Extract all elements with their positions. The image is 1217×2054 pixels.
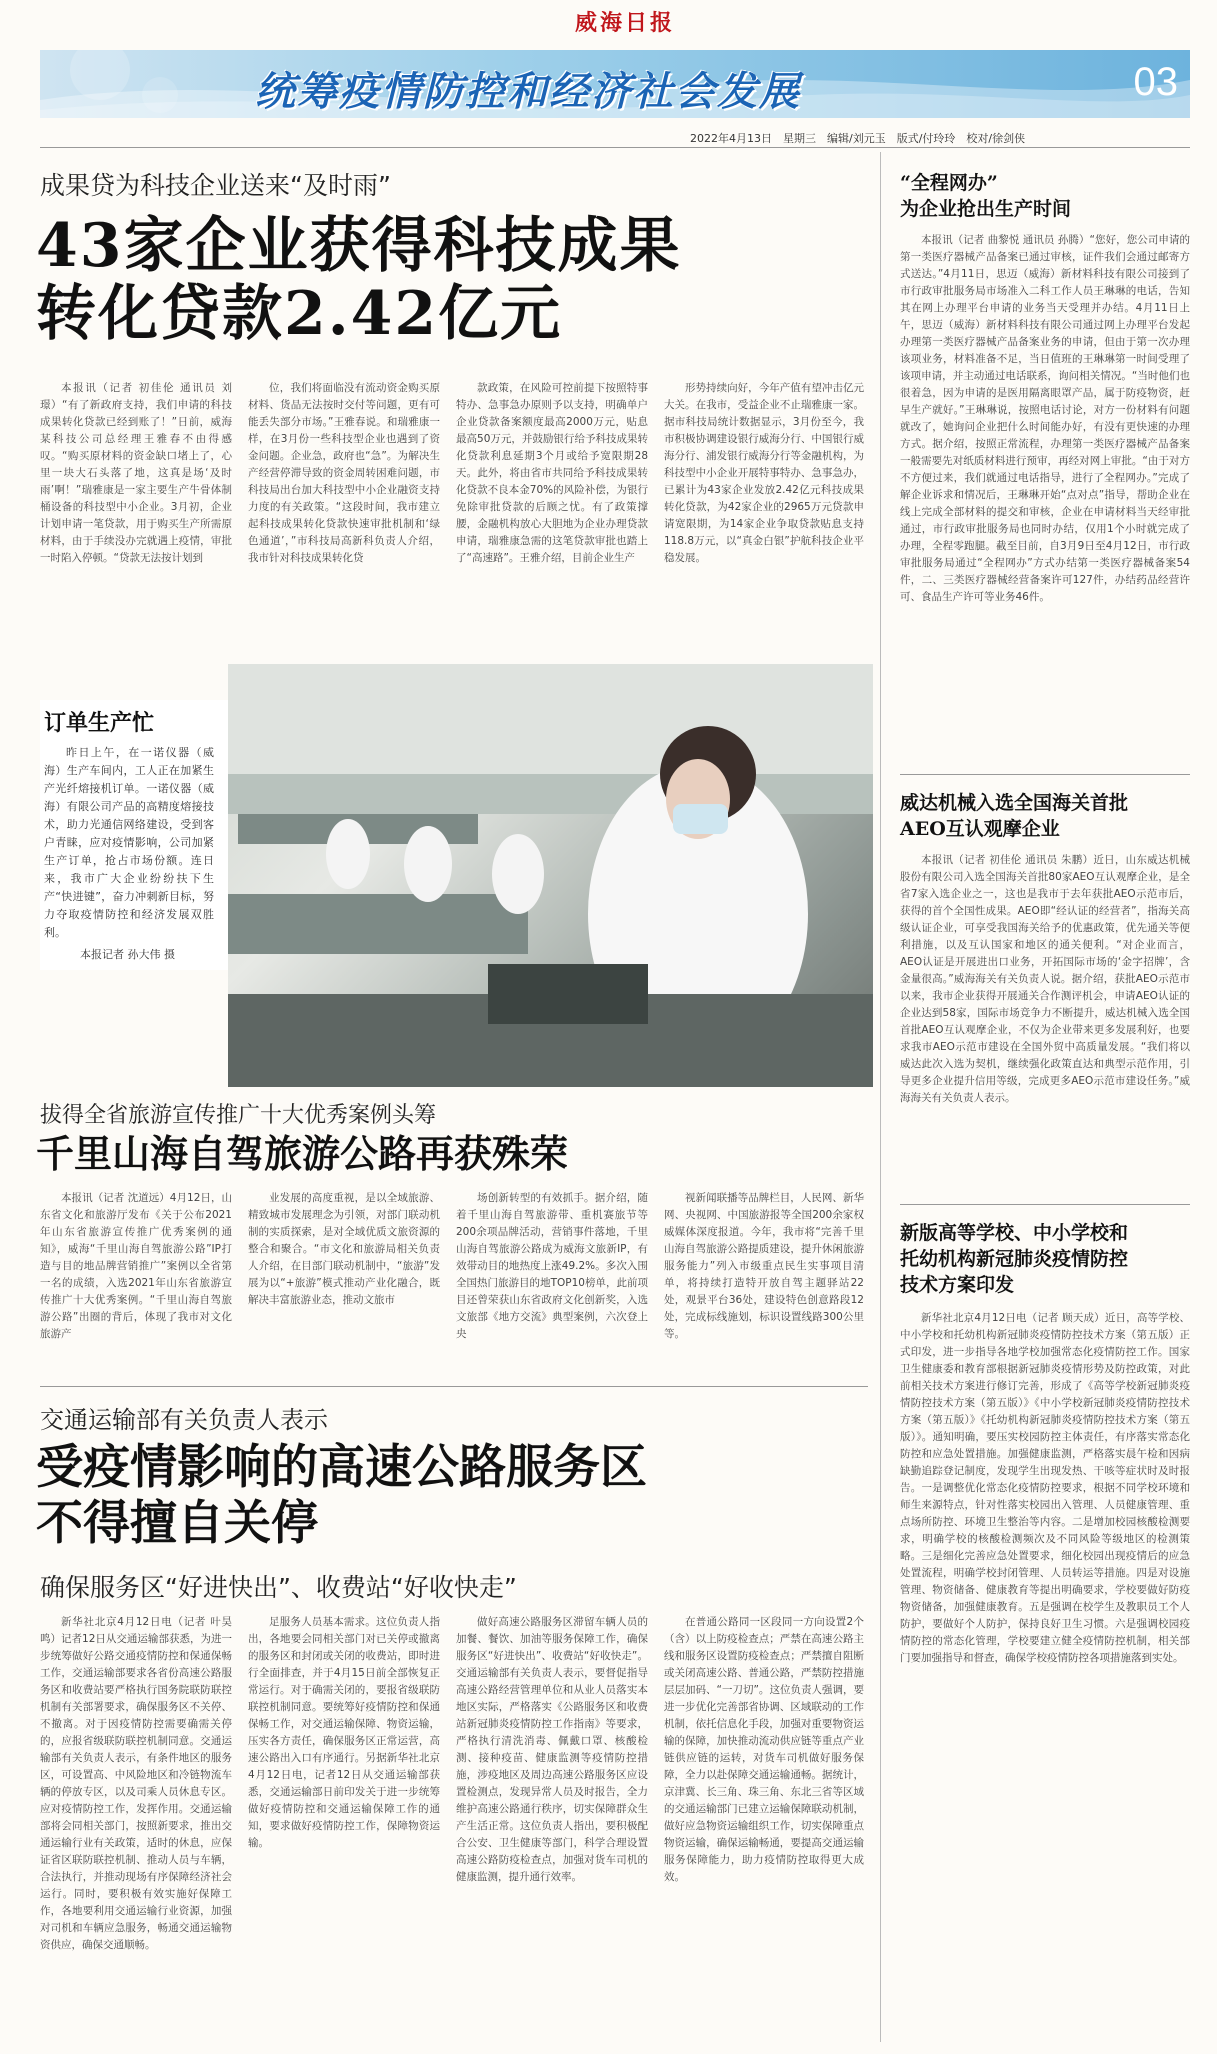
article1-column: [664, 380, 864, 662]
factory-photo-illustration: [228, 664, 873, 1087]
sidebar1-text: 本报讯（记者 曲黎悦 通讯员 孙腾）“您好，您公司申请的第一类医疗器械产品备案已通过审核，证件我们会通过邮寄方式送达。”4月11日，思迈（威海）新材料科技有限公司接到了市行政审批服务局市场准入二科工作人员王琳琳的电话，告知其在网上办理平台申请的业务当天受理并办结。4月11日上午，思迈（威海）新材料科技有限公司通过网上办理平台发起办理第一类医疗器械产品备案业务的申请，但由于第一次办理该项业务，材料准备不足，当日值班的王琳琳第一时间受理了该项申请，并主动通过电话联系，询问相关情况。“当时他们也很着急，因为申请的是医用隔离眼罩产品，属于防疫物资，赶早生产就好。”王琳琳说，按照电话讨论，对方一份材料有问题就改了，她询问企业把什么时间能办好，有没有更快速的办理方式。据介绍，按照正常流程，办理第一类医疗器械产品备案一般需要先对纸质材料进行预审，再经对网上审批。“由于对方不方便过来，我们就通过电话指导，进行了全程网办。”完成了解企业诉求和情况后，王琳琳开始“点对点”指导，帮助企业在线上完成全部材料的提交和审核，企业在申请材料当天经审批通过，市行政审批服务局也同时办结，仅用1个小时就完成了办理，全程零跑腿。截至目前，自3月9日至4月12日，市行政审批服务局通过“全程网办”方式办结第一类医疗器械备案54件，二、三类医疗器械经营备案许可127件，办结药品经营许可、食品生产许可等业务46件。: [900, 234, 1190, 603]
article2-col3: 场创新转型的有效抓手。据介绍，随着千里山海自驾旅游带、重机赛旅节等200余项品牌活动，营销事件落地，千里山海自驾旅游公路成为威海文旅新IP，有效带动目的地热度上涨49.2%。多次入围全国热门旅游目的地TOP10榜单，此前项目还曾荣获山东省政府文化创新奖，入选文旅部《地方交流》典型案例，六次登上央: [456, 1192, 648, 1340]
article1-col1: 本报讯（记者 初佳伦 通讯员 刘璟）“有了新政府支持，我们申请的科技成果转化贷款已经到账了！”日前，威海某科技公司总经理王雅春不由得感叹。“购买原材料的资金缺口堵上了，心里一块大石头落了地，这真是场‘及时雨’啊！”瑞雅康是一家主要生产牛骨体制桶设备的科技型中小企业。3月初，企业计划申请一笔贷款，用于购买生产所需原材料，由于手续没办完就遇上疫情，审批一时陷入停顿。“贷款无法按计划到: [40, 382, 232, 564]
article2-kicker: 拔得全省旅游宣传推广十大优秀案例头筹: [40, 1103, 437, 1128]
article1-col3: 款政策，在风险可控前提下按照特事特办、急事急办原则予以支持，明确单户企业贷款备案额度最高2000万元，贴息最高50万元，并鼓励银行给予科技成果转化贷款利息延期3个月或给予宽限期28天。此外，将由省市共同给予科技成果转化贷款不良本金70%的风险补偿，为银行免除审批贷款的后顾之忧。有了政策撑腰，金融机构放心大胆地为企业办理贷款申请，瑞雅康急需的这笔贷款审批也踏上了“高速路”。王雅介绍，目前企业生产: [456, 382, 648, 564]
photo-credit: 本报记者 孙大伟 摄: [80, 948, 175, 961]
article2-col2: 业发展的高度重视，是以全域旅游、精致城市发展理念为引领，对部门联动机制的实质探索，是对全域优质文旅资源的整合和聚合。“市文化和旅游局相关负责人介绍，在目部门联动机制中，“旅游”发展为以“+旅游”模式推动产业化融合，既解决丰富旅游业态，推动文旅市: [248, 1192, 440, 1306]
section-banner: [40, 50, 1190, 118]
sidebar3-text: 新华社北京4月12日电（记者 顾天成）近日，高等学校、中小学校和托幼机构新冠肺炎疫情防控技术方案（第五版）正式印发，进一步指导各地学校加强常态化疫情防控工作。国家卫生健康委和教育部根据新冠肺炎疫情形势及防控政策，对此前相关技术方案进行修订完善，形成了《高等学校新冠肺炎疫情防控技术方案（第五版）》《中小学校新冠肺炎疫情防控技术方案（第五版）》《托幼机构新冠肺炎疫情防控技术方案（第五版）》。通知明确，要压实校园防控主体责任，有序落实常态化防控和应急处置措施。加强健康监测，严格落实晨午检和因病缺勤追踪登记制度，发现学生出现发热、干咳等症状时及时报告。一是调整优化常态化疫情防控要求，根据不同学校环境和师生来源特点，针对性落实校园出入管理、人员健康管理、重点场所防控、环境卫生整治等内容。二是增加校园核酸检测要求，明确学校的核酸检测频次及不同风险等级地区的检测策略。三是细化完善应急处置要求，细化校园出现疫情后的应急处置流程，明确学校封闭管理、人员转运等措施。四是对设施管理、物资储备、健康教育等提出明确要求，学校要做好防疫物资储备，加强健康教育。五是强调在校学生及教职员工个人防护，要做好个人防护，保持良好卫生习惯。六是强调校园疫情防控的常态化管理，学校要建立健全疫情防控机制，相关部门要加强指导和督查，确保学校疫情防控各项措施落到实处。: [900, 1312, 1190, 1664]
sidebar-article: [900, 1310, 1190, 2044]
article2-column: [40, 1190, 232, 1370]
article2-headline: 千里山海自驾旅游公路再获殊荣: [36, 1131, 569, 1176]
article3-column: [664, 1614, 864, 2044]
article3-col2: 足服务人员基本需求。这位负责人指出，各地要会同相关部门对已关停或撤离的服务区和封闭或关闭的收费站，即时进行全面排查，并于4月15日前全部恢复正常运行。对于确需关闭的，要报省级联防联控机制同意。要统筹好疫情防控和保通保畅工作，对交通运输保障、物资运输，压实各方责任，确保服务区正常运营，高速公路出入口有序通行。另据新华社北京4月12日电，记者12日从交通运输部获悉，交通运输部日前印发关于进一步统筹做好疫情防控和交通运输保障工作的通知，要求做好疫情防控工作，保障物资运输。: [248, 1616, 440, 1849]
article1-column: [456, 380, 648, 662]
article-divider: [40, 1386, 868, 1387]
article2-column: [456, 1190, 648, 1370]
article3-column: [248, 1614, 440, 2044]
sidebar1-title-line1: “全程网办”: [900, 172, 998, 194]
article3-col4: 在普通公路同一区段同一方向设置2个（含）以上防疫检查点；严禁在高速公路主线和服务区设置防疫检查点；严禁擅自阻断或关闭高速公路、普通公路，严禁防控措施层层加码、“一刀切”。这位负责人强调，要进一步优化完善部省协调、区域联动的工作机制，依托信息化手段，加强对重要物资运输的保障，加快推动流动供应链等重点产业链供应链的运转，对货车司机做好服务保障，全力以赴保障交通运输通畅。据统计，京津冀、长三角、珠三角、东北三省等区域的交通运输部门已建立运输保障联动机制，做好应急物资运输组织工作，切实保障重点物资运输，确保运输畅通，要提高交通运输服务保障能力，助力疫情防控取得更大成效。: [664, 1616, 864, 1883]
article1-headline-line1: 43家企业获得科技成果: [36, 211, 682, 281]
article3-col1: 新华社北京4月12日电（记者 叶昊鸣）记者12日从交通运输部获悉，为进一步统筹做好公路交通疫情防控和保通保畅工作，交通运输部要求各省份高速公路服务区和收费站要严格执行国务院联防联控机制有关部署要求，确保服务区不关停、不撤离。对于因疫情防控需要确需关停的，应报省级联防联控机制同意。交通运输部有关负责人表示，有条件地区的服务区，可设置高、中风险地区和冷链物流车辆的停放专区，以及司乘人员休息专区。应对疫情防控工作，发挥作用。交通运输部将会同相关部门，按照新要求，推出交通运输行业有关政策，适时的休息，应保证省区联防联控机制、推动人员与车辆，合法执行，并推动现场有序保障经济社会运行。同时，要积极有效实施好保障工作，各地要利用交通运输行业资源，加强对司机和车辆应急服务，畅通交通运输物资供应，确保交通顺畅。: [40, 1616, 232, 1951]
section-title: 统筹疫情防控和经济社会发展: [255, 69, 801, 115]
factory-photo: [228, 664, 873, 1087]
article3-column: [456, 1614, 648, 2044]
article1-headline-line2: 转化贷款2.42亿元: [36, 279, 563, 349]
article1-column: [40, 380, 232, 662]
sidebar3-title-line2: 托幼机构新冠肺炎疫情防控: [900, 1248, 1129, 1270]
page-number: 03: [1133, 60, 1178, 104]
sidebar1-title-line2: 为企业抢出生产时间: [900, 198, 1072, 220]
article3-subhead: 确保服务区“好进快出”、收费站“好收快走”: [40, 1573, 517, 1602]
sidebar-article: [900, 852, 1190, 1192]
article3-column: [40, 1614, 232, 2044]
article1-kicker: 成果贷为科技企业送来“及时雨”: [40, 171, 391, 200]
sidebar2-title-line2: AEO互认观摩企业: [900, 818, 1060, 840]
header-divider: [40, 147, 1190, 148]
article2-col4: 视新闻联播等品牌栏目，人民网、新华网、央视网、中国旅游报等全国200余家权威媒体深度报道。今年，我市将“完善千里山海自驾旅游公路提质建设，提升休闲旅游服务能力”列入市级重点民生实事项目清单，将持续打造特开放自驾主题驿站22处，观景平台36处，建设特色创意路段12处，完成标线施划，标识设置线路300公里等。: [664, 1192, 864, 1340]
article1-col4: 形势持续向好，今年产值有望冲击亿元大关。在我市，受益企业不止瑞雅康一家。据市科技局统计数据显示，3月份至今，我市积极协调建设银行威海分行、中国银行威海分行、浦发银行威海分行等金融机构，为科技型中小企业开展特事特办、急事急办，已累计为43家企业发放2.42亿元科技成果转化贷款，为42家企业的2965万元贷款申请宽限期，为14家企业争取贷款贴息支持118.8万元，以“真金白银”护航科技企业平稳发展。: [664, 382, 864, 564]
article3-col3: 做好高速公路服务区滞留车辆人员的加餐、餐饮、加油等服务保障工作，确保服务区“好进快出”、收费站“好收快走”。交通运输部有关负责人表示，要督促指导高速公路经营管理单位和从业人员落实本地区实际，严格落实《公路服务区和收费站新冠肺炎疫情防控工作指南》等要求，严格执行清洗消毒、佩戴口罩、核酸检测、接种疫苗、健康监测等疫情防控措施，涉疫地区及周边高速公路服务区应设置检测点，发现异常人员及时报告，全力维护高速公路通行秩序，切实保障群众生产生活正常。这位负责人指出，要积极配合公安、卫生健康等部门，科学合理设置高速公路防疫检查点，加强对货车司机的健康监测，提升通行效率。: [456, 1616, 648, 1883]
article1-col2: 位，我们将面临没有流动资金购买原材料、货品无法按时交付等问题，更有可能丢失部分市场。”王雅春说。和瑞雅康一样，在3月份一些科技型企业也遇到了资金问题。企业急，政府也“急”。为解决生产经营停滞导致的资金周转困难问题，市科技局出台加大科技型中小企业融资支持力度的有关政策。“这段时间，我市建立起科技成果转化贷款快速审批机制和‘绿色通道’，”市科技局高新科负责人介绍，我市针对科技成果转化贷: [248, 382, 440, 564]
article1-column: [248, 380, 440, 662]
sidebar2-title-line1: 威达机械入选全国海关首批: [900, 792, 1129, 814]
photo-caption-text: 昨日上午，在一诺仪器（威海）生产车间内，工人正在加紧生产光纤熔接机订单。一诺仪器（威海）有限公司产品的高精度熔接技术，助力光通信网络建设，受到客户青睐，应对疫情影响，公司加紧生产订单，抢占市场份额。连日来，我市广大企业纷纷扶下生产“快进键”，奋力冲刺新目标，努力夺取疫情防控和经济发展双胜利。: [44, 746, 214, 939]
article3-headline-line2: 不得擅自关停: [36, 1496, 318, 1551]
article3-kicker: 交通运输部有关负责人表示: [40, 1406, 328, 1434]
article2-column: [664, 1190, 864, 1370]
sidebar-divider: [900, 774, 1190, 775]
dateline: 2022年4月13日 星期三 编辑/刘元玉 版式/付玲玲 校对/徐剑侠: [690, 132, 1026, 145]
sidebar-divider: [900, 1204, 1190, 1205]
sidebar3-title-line1: 新版高等学校、中小学校和: [900, 1222, 1129, 1244]
sidebar2-text: 本报讯（记者 初佳伦 通讯员 朱鹏）近日，山东威达机械股份有限公司入选全国海关首批80家AEO互认观摩企业，是全省7家入选企业之一，这也是我市于去年获批AEO示范市后，获得的首个全国性成果。AEO即“经认证的经营者”，指海关高级认证企业，可享受我国海关给予的优惠政策，优先通关等便利措施，以及互认国家和地区的通关便利。“对企业而言，AEO认证是开展进出口业务，开拓国际市场的‘金字招牌’，含金量很高。”威海海关有关负责人说。据介绍，获批AEO示范市以来，我市企业获得开展通关合作测评机会，申请AEO认证的企业达到58家，国际市场竞争力不断提升，威达机械入选全国首批AEO互认观摩企业，不仅为企业带来更多发展利好，也要求我市AEO示范市建设在全国外贸中高质量发展。“我们将以威达此次入选为契机，继续强化政策直达和典型示范作用，引导更多企业提升信用等级，完成更多AEO示范市建设任务。”威海海关有关负责人表示。: [900, 854, 1190, 1104]
column-divider: [880, 152, 881, 2042]
article2-col1: 本报讯（记者 沈道远）4月12日，山东省文化和旅游厅发布《关于公布2021年山东省旅游宣传推广优秀案例的通知》，威海“千里山海自驾旅游公路”IP打造与目的地品牌营销推广”案例以全省第一名的成绩，入选2021年山东省旅游宣传推广十大优秀案例。“千里山海自驾旅游公路”出圈的背后，体现了我市对文化旅游产: [40, 1192, 232, 1340]
photo-caption: [40, 700, 228, 970]
article3-headline-line1: 受疫情影响的高速公路服务区: [36, 1440, 647, 1495]
article2-column: [248, 1190, 440, 1370]
newspaper-logo: 威海日报: [575, 10, 676, 36]
sidebar3-title-line3: 技术方案印发: [900, 1274, 1015, 1296]
sidebar-article: [900, 232, 1190, 764]
photo-caption-title: 订单生产忙: [44, 710, 155, 736]
